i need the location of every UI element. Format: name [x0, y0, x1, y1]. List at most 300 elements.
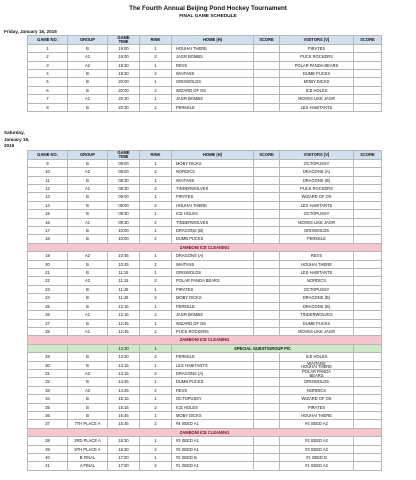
home-score — [254, 210, 280, 218]
special-empty-score — [354, 344, 382, 352]
visitor-team: DRAGONS (B) — [280, 176, 354, 184]
home-score — [254, 437, 280, 445]
game-rink: 2 — [140, 103, 172, 111]
visitor-score — [354, 61, 382, 69]
game-rink: 2 — [140, 353, 172, 361]
game-time: 16:30 — [108, 437, 140, 445]
visitor-score — [354, 395, 382, 403]
home-team: NORDICS — [172, 168, 254, 176]
game-number: 31 — [28, 369, 68, 377]
game-number: 10 — [28, 168, 68, 176]
game-group: B — [68, 159, 108, 167]
ice-cleaning-label: ZAMBONI ICE CLEANING — [28, 243, 382, 251]
home-team: POLAR PANDA BEARS — [172, 277, 254, 285]
home-score — [254, 103, 280, 111]
game-time: 19:00 — [108, 53, 140, 61]
game-group: B — [68, 378, 108, 386]
home-score — [254, 420, 280, 428]
home-team: PUCK ROCKERS — [172, 327, 254, 335]
game-number: 14 — [28, 201, 68, 209]
header-game-time-line1: GAME — [117, 150, 130, 156]
game-row — [28, 185, 382, 193]
home-score — [254, 353, 280, 361]
game-group: 7TH PLACE A — [68, 420, 108, 428]
home-team: DUMB PUCKS — [172, 378, 254, 386]
game-row — [28, 378, 382, 386]
saturday-label-line2: January 16, — [4, 136, 30, 142]
friday-date-label: Friday, January 15, 2016 — [4, 29, 57, 34]
game-group: A2 — [68, 386, 108, 394]
game-row — [28, 201, 382, 209]
header-game-no: GAME NO. — [28, 36, 68, 45]
home-team: WAITANS — [172, 70, 254, 78]
visitor-team: OCTOPUSSY — [280, 285, 354, 293]
header-rink: RINK — [140, 151, 172, 160]
game-group: A2 — [68, 252, 108, 260]
home-team: WAITANS — [172, 176, 254, 184]
table-header-row — [28, 36, 382, 45]
game-rink: 1 — [140, 78, 172, 86]
game-row — [28, 302, 382, 310]
home-score — [254, 201, 280, 209]
special-time: 13:30 — [108, 344, 140, 352]
game-rink: 1 — [140, 252, 172, 260]
game-row — [28, 327, 382, 335]
game-number: 35 — [28, 403, 68, 411]
game-time: 09:30 — [108, 218, 140, 226]
visitor-score — [354, 378, 382, 386]
game-group: B — [68, 411, 108, 419]
game-row — [28, 294, 382, 302]
game-time: 17:00 — [108, 454, 140, 462]
visitor-team: PUCK ROCKERS — [280, 185, 354, 193]
game-number: 17 — [28, 227, 68, 235]
game-rink: 1 — [140, 437, 172, 445]
game-time: 19:30 — [108, 70, 140, 78]
game-time: 20:00 — [108, 78, 140, 86]
visitor-team: PUCK ROCKERS — [280, 53, 354, 61]
game-number: 19 — [28, 252, 68, 260]
header-visitor-score: SCORE — [354, 151, 382, 160]
visitor-team: MOVES LIKE JAGR — [280, 95, 354, 103]
game-number: 11 — [28, 176, 68, 184]
game-group: B — [68, 201, 108, 209]
game-group: B — [68, 395, 108, 403]
header-game-time-line2: TIME — [118, 38, 129, 44]
home-team: DRAGONS (A) — [172, 369, 254, 377]
ice-cleaning-label: ZAMBONI ICE CLEANING — [28, 428, 382, 436]
home-team: ICE HOLES — [172, 210, 254, 218]
game-time: 09:00 — [108, 193, 140, 201]
home-score — [254, 395, 280, 403]
game-rink: 2 — [140, 260, 172, 268]
game-rink: 1 — [140, 361, 172, 369]
visitor-score — [354, 437, 382, 445]
visitor-team: DRAGONS (A) — [280, 168, 354, 176]
game-rink: 1 — [140, 61, 172, 69]
game-row — [28, 462, 382, 470]
game-group: B — [68, 260, 108, 268]
home-score — [254, 78, 280, 86]
game-number: 38 — [28, 437, 68, 445]
visitor-team: LES HABITANTS — [280, 269, 354, 277]
visitor-team: PIRATES — [280, 403, 354, 411]
visitor-team: #2 SEED A2 — [280, 437, 354, 445]
game-number: 39 — [28, 445, 68, 453]
game-rink: 1 — [140, 44, 172, 52]
game-group: B — [68, 103, 108, 111]
game-rink: 1 — [140, 227, 172, 235]
game-group: B — [68, 353, 108, 361]
game-time: 10:00 — [108, 227, 140, 235]
home-score — [254, 378, 280, 386]
game-rink: 2 — [140, 218, 172, 226]
home-score — [254, 44, 280, 52]
game-row — [28, 386, 382, 394]
game-rink: 1 — [140, 285, 172, 293]
visitor-team: OCTOPUSSY — [280, 210, 354, 218]
header-group: GROUP — [68, 151, 108, 160]
header-home-score: SCORE — [254, 36, 280, 45]
game-row — [28, 61, 382, 69]
game-number: 23 — [28, 285, 68, 293]
visitor-team — [280, 361, 354, 369]
game-group: A2 — [68, 277, 108, 285]
game-number: 22 — [28, 277, 68, 285]
header-game-time — [108, 36, 140, 45]
home-score — [254, 311, 280, 319]
visitor-score — [354, 168, 382, 176]
header-home: HOME (H) — [172, 151, 254, 160]
home-score — [254, 218, 280, 226]
game-rink: 1 — [140, 395, 172, 403]
game-rink: 1 — [140, 302, 172, 310]
visitor-score — [354, 420, 382, 428]
header-game-time — [108, 151, 140, 160]
game-rink: 1 — [140, 411, 172, 419]
game-rink: 1 — [140, 176, 172, 184]
ice-cleaning-row — [28, 336, 382, 344]
game-group: B — [68, 44, 108, 52]
game-group: B — [68, 269, 108, 277]
header-home: HOME (H) — [172, 36, 254, 45]
game-rink: 2 — [140, 168, 172, 176]
visitor-score — [354, 462, 382, 470]
game-number: 30 — [28, 361, 68, 369]
game-time: 14:15 — [108, 361, 140, 369]
visitor-team: WIZARD OF OS — [280, 395, 354, 403]
game-rink: 2 — [140, 445, 172, 453]
home-score — [254, 185, 280, 193]
home-team: PERKELE — [172, 302, 254, 310]
home-team: TINDERWOLVES — [172, 185, 254, 193]
game-time: 13:30 — [108, 353, 140, 361]
visitor-team: #3 SEED A2 — [280, 445, 354, 453]
visitor-team: LES HABITANTS — [280, 103, 354, 111]
game-number: 20 — [28, 260, 68, 268]
game-row — [28, 78, 382, 86]
game-time: 16:30 — [108, 445, 140, 453]
home-team: MOBY DICKS — [172, 294, 254, 302]
visitor-team: HOUHAI THERE — [280, 260, 354, 268]
game-time: 19:30 — [108, 61, 140, 69]
header-game-time-line2: TIME — [118, 153, 129, 159]
game-row — [28, 176, 382, 184]
home-team: GRISWOLDS — [172, 269, 254, 277]
game-row — [28, 235, 382, 243]
visitor-team: DUMB PUCKS — [280, 70, 354, 78]
game-time: 19:00 — [108, 44, 140, 52]
visitor-team: GRISWOLDS — [280, 378, 354, 386]
game-rink: 2 — [140, 53, 172, 61]
game-number: 24 — [28, 294, 68, 302]
visitor-team: DUMB PUCKS — [280, 319, 354, 327]
table-header-row — [28, 151, 382, 160]
game-rink: 2 — [140, 403, 172, 411]
home-score — [254, 227, 280, 235]
game-group: A2 — [68, 61, 108, 69]
game-group: A2 — [68, 369, 108, 377]
game-group: B — [68, 302, 108, 310]
game-rink: 1 — [140, 454, 172, 462]
game-number: 37 — [28, 420, 68, 428]
header-group: GROUP — [68, 36, 108, 45]
game-group: B — [68, 78, 108, 86]
game-row — [28, 277, 382, 285]
game-group: B — [68, 193, 108, 201]
game-row — [28, 193, 382, 201]
game-row — [28, 361, 382, 369]
visitor-score — [354, 70, 382, 78]
home-score — [254, 168, 280, 176]
visitor-score — [354, 227, 382, 235]
home-score — [254, 386, 280, 394]
home-team: JAGR BOMBS — [172, 95, 254, 103]
game-row — [28, 86, 382, 94]
home-team: PIRATES — [172, 193, 254, 201]
game-row — [28, 353, 382, 361]
game-number: 5 — [28, 78, 68, 86]
game-row — [28, 103, 382, 111]
game-group: B — [68, 70, 108, 78]
visitor-team: MOBY DICKS — [280, 78, 354, 86]
game-number: 28 — [28, 327, 68, 335]
visitor-team: MOVES LIKE JAGR — [280, 218, 354, 226]
friday-schedule-table — [27, 35, 382, 112]
visitor-score — [354, 218, 382, 226]
game-group: B — [68, 285, 108, 293]
game-rink: 2 — [140, 311, 172, 319]
game-row — [28, 210, 382, 218]
game-row — [28, 260, 382, 268]
game-rink: 2 — [140, 70, 172, 78]
home-score — [254, 95, 280, 103]
home-score — [254, 260, 280, 268]
game-rink: 2 — [140, 277, 172, 285]
game-group: B — [68, 319, 108, 327]
game-group: B — [68, 176, 108, 184]
home-score — [254, 269, 280, 277]
home-score — [254, 193, 280, 201]
game-number: 1 — [28, 44, 68, 52]
game-time: 12:15 — [108, 302, 140, 310]
visitor-score — [354, 445, 382, 453]
game-rink: 2 — [140, 369, 172, 377]
game-number: 12 — [28, 185, 68, 193]
home-score — [254, 86, 280, 94]
game-rink: 2 — [140, 327, 172, 335]
visitor-score — [354, 103, 382, 111]
game-row — [28, 159, 382, 167]
visitor-score — [354, 193, 382, 201]
visitor-team: REVS — [280, 252, 354, 260]
special-empty-no — [28, 344, 68, 352]
game-time: 09:30 — [108, 210, 140, 218]
visitor-score — [354, 411, 382, 419]
game-group: A1 — [68, 327, 108, 335]
visitor-score — [354, 311, 382, 319]
game-number: 25 — [28, 302, 68, 310]
game-group: A1 — [68, 311, 108, 319]
game-row — [28, 218, 382, 226]
home-team: GRISWOLDS — [172, 78, 254, 86]
home-team: PERKELE — [172, 353, 254, 361]
visitor-score — [354, 285, 382, 293]
visitor-team: #1 SEED B — [280, 454, 354, 462]
game-number: 13 — [28, 193, 68, 201]
home-score — [254, 319, 280, 327]
game-time: 11:45 — [108, 285, 140, 293]
ice-cleaning-row — [28, 243, 382, 251]
home-team: TINDERWOLVES — [172, 218, 254, 226]
visitor-score — [354, 294, 382, 302]
visitor-team: WIZARD OF OS — [280, 193, 354, 201]
home-team: DUMB PUCKS — [172, 235, 254, 243]
game-time: 12:45 — [108, 327, 140, 335]
game-rink: 2 — [140, 462, 172, 470]
home-team: JAGR BOMBS — [172, 53, 254, 61]
game-number: 18 — [28, 235, 68, 243]
game-row — [28, 420, 382, 428]
game-number: 8 — [28, 103, 68, 111]
visitor-score — [354, 53, 382, 61]
game-row — [28, 411, 382, 419]
home-score — [254, 176, 280, 184]
home-score — [254, 235, 280, 243]
game-row — [28, 311, 382, 319]
game-row — [28, 454, 382, 462]
visitor-score — [354, 78, 382, 86]
game-number: 2 — [28, 53, 68, 61]
game-time: 12:15 — [108, 311, 140, 319]
visitor-team: OCTOPUSSY — [280, 159, 354, 167]
game-time: 11:15 — [108, 277, 140, 285]
visitor-team: PIRATES — [280, 44, 354, 52]
game-group: B — [68, 403, 108, 411]
game-group: B — [68, 294, 108, 302]
home-team: #1 SEED A1 — [172, 462, 254, 470]
visitor-team: TINDERWOLVES — [280, 311, 354, 319]
game-time: 15:45 — [108, 420, 140, 428]
header-visitor-score: SCORE — [354, 36, 382, 45]
game-time: 10:45 — [108, 252, 140, 260]
visitor-team — [280, 369, 354, 377]
game-row — [28, 227, 382, 235]
visitor-team: POLAR PANDA BEARS — [280, 61, 354, 69]
game-rink: 2 — [140, 386, 172, 394]
saturday-label-line3: 2016 — [4, 143, 15, 148]
home-team: WAITANS — [172, 260, 254, 268]
visitor-team: NORDICS — [280, 386, 354, 394]
game-time: 14:15 — [108, 369, 140, 377]
game-rink: 1 — [140, 319, 172, 327]
game-number: 40 — [28, 454, 68, 462]
game-row — [28, 252, 382, 260]
visitor-score — [354, 185, 382, 193]
home-team: DRAGONS (B) — [172, 227, 254, 235]
visitor-score — [354, 176, 382, 184]
game-rink: 1 — [140, 95, 172, 103]
game-number: 7 — [28, 95, 68, 103]
home-score — [254, 302, 280, 310]
visitor-team: ICE HOLES — [280, 353, 354, 361]
home-score — [254, 454, 280, 462]
home-score — [254, 70, 280, 78]
game-row — [28, 395, 382, 403]
home-team: WIZARD OF OS — [172, 319, 254, 327]
visitor-score — [354, 353, 382, 361]
visitor-score — [354, 201, 382, 209]
game-group: A1 — [68, 95, 108, 103]
home-team: REVS — [172, 386, 254, 394]
game-time: 14:45 — [108, 378, 140, 386]
game-row — [28, 44, 382, 52]
visitor-team-line1: WAITANS — [307, 361, 326, 366]
game-row — [28, 168, 382, 176]
visitor-score — [354, 210, 382, 218]
visitor-team-line2: BEARS — [309, 372, 324, 378]
game-rink: 1 — [140, 210, 172, 218]
ice-cleaning-label: ZAMBONI ICE CLEANING — [28, 336, 382, 344]
visitor-team-line2: HOUHAI THERE — [301, 364, 332, 370]
saturday-label-line1: Saturday, — [4, 130, 25, 135]
game-row — [28, 437, 382, 445]
home-team: PERKELE — [172, 103, 254, 111]
game-row — [28, 70, 382, 78]
visitor-score — [354, 327, 382, 335]
home-team: #2 SEED B — [172, 454, 254, 462]
home-team: REVS — [172, 61, 254, 69]
special-event-label: SPECIAL GUEST/GROUP PIC — [172, 344, 354, 352]
game-number: 27 — [28, 319, 68, 327]
home-score — [254, 61, 280, 69]
visitor-score — [354, 252, 382, 260]
home-score — [254, 369, 280, 377]
game-rink: 2 — [140, 420, 172, 428]
game-rink: 2 — [140, 86, 172, 94]
visitor-score — [354, 269, 382, 277]
home-team: JAGR BOMBS — [172, 311, 254, 319]
game-time: 09:00 — [108, 201, 140, 209]
game-number: 41 — [28, 462, 68, 470]
game-number: 29 — [28, 353, 68, 361]
header-home-score: SCORE — [254, 151, 280, 160]
visitor-team: GRISWOLDS — [280, 227, 354, 235]
visitor-score — [354, 95, 382, 103]
home-team: OCTOPUSSY — [172, 395, 254, 403]
visitor-score — [354, 302, 382, 310]
game-group: A2 — [68, 168, 108, 176]
